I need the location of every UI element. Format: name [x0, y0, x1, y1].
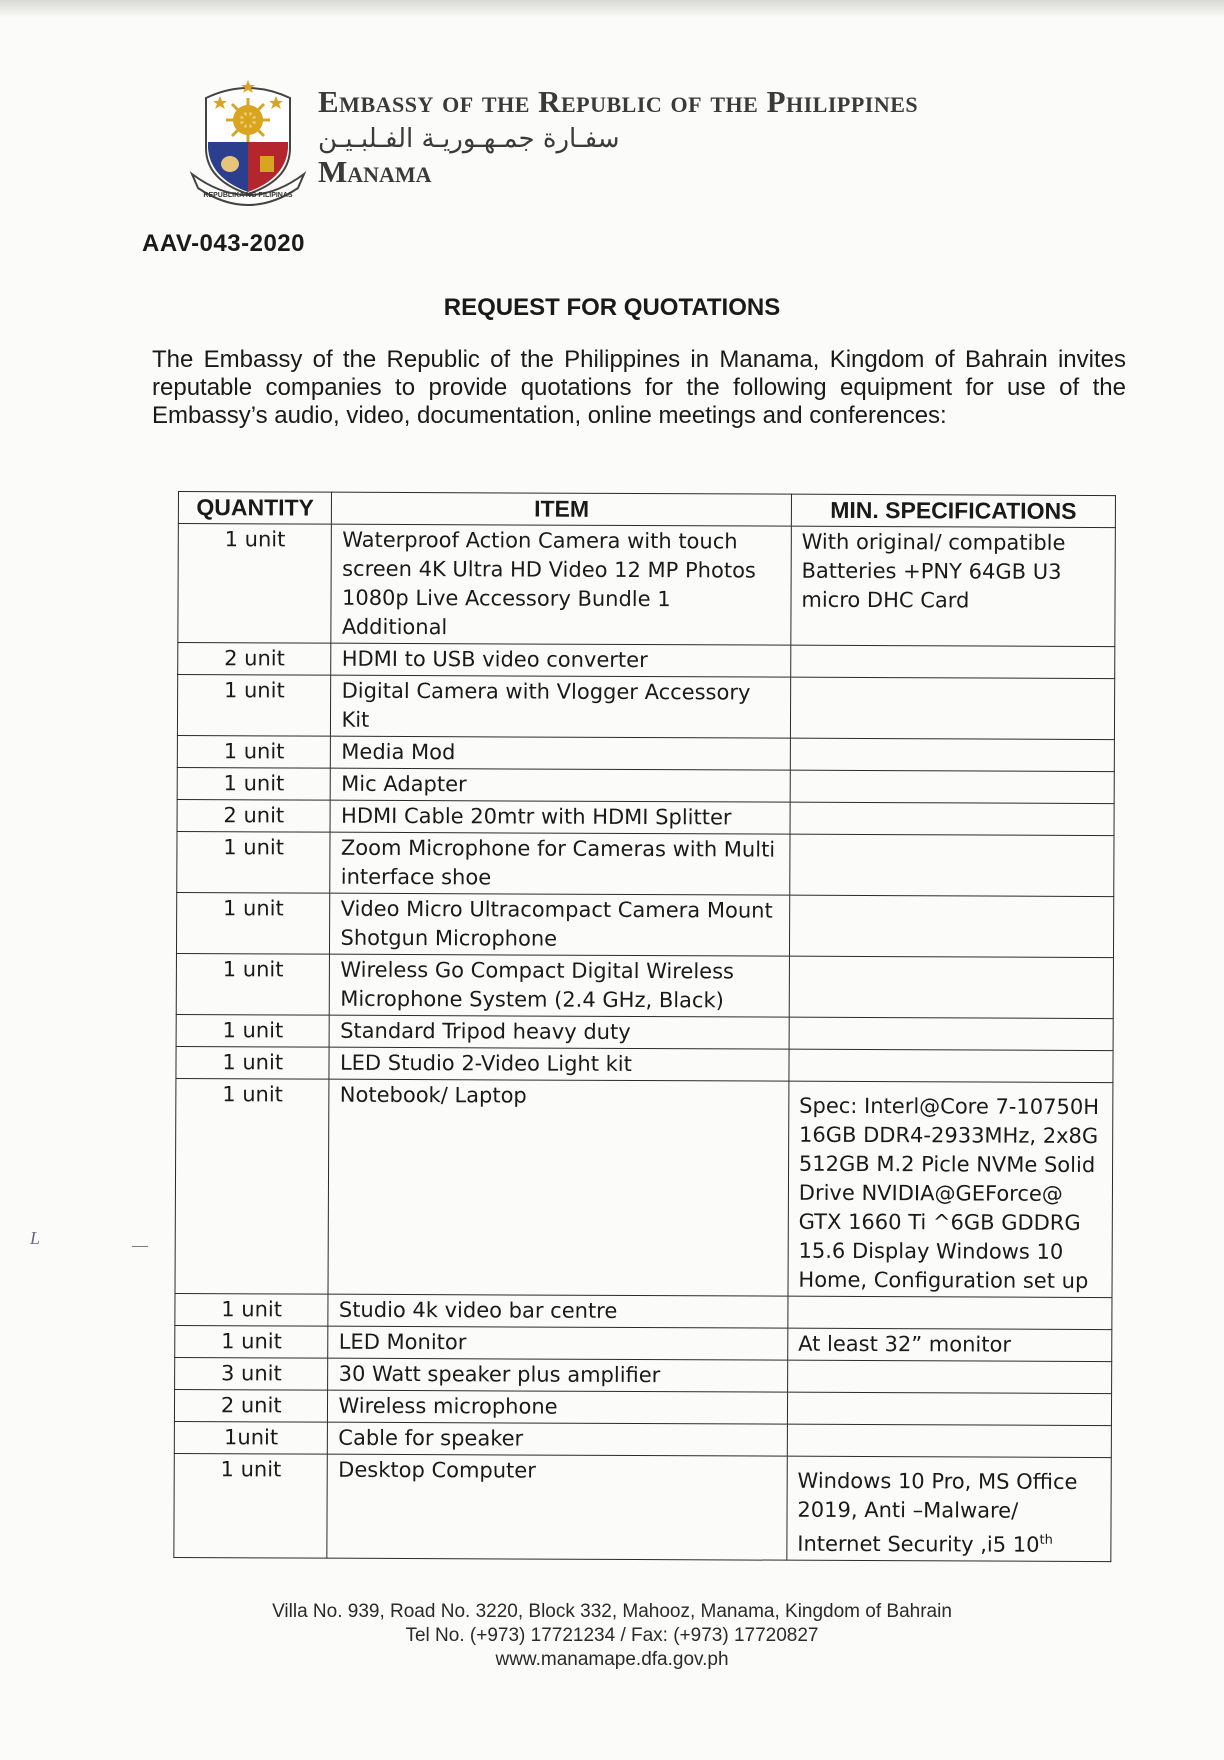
quantity-cell: 1 unit [174, 1453, 328, 1558]
quantity-cell: 1 unit [177, 767, 331, 800]
item-cell: Cable for speaker [328, 1422, 788, 1456]
ordinal-suffix: th [1039, 1532, 1053, 1548]
spec-cell [791, 645, 1115, 678]
letterhead [318, 84, 918, 190]
footer-website: www.manamape.dfa.gov.ph [495, 1649, 729, 1670]
table-row [175, 1357, 1112, 1393]
spec-cell [789, 956, 1113, 1018]
reference-number: AAV-043-2020 [142, 230, 305, 257]
spec-cell [787, 1360, 1111, 1393]
header-min-specifications: MIN. SPECIFICATIONS [791, 494, 1115, 527]
spec-cell [788, 1296, 1112, 1329]
table-row [174, 1389, 1111, 1425]
embassy-name: Embassy of the Republic of the Philippines [318, 84, 919, 119]
table-row [177, 831, 1114, 896]
table-body [174, 524, 1116, 1562]
quantity-cell: 3 unit [175, 1357, 329, 1390]
header-item: ITEM [332, 492, 792, 526]
table-row [177, 799, 1114, 835]
item-cell: Notebook/ Laptop [328, 1079, 788, 1296]
item-cell: Video Micro Ultracompact Camera Mount Shotgun Microphone [330, 893, 790, 956]
scan-edge-shadow [0, 0, 1224, 18]
table-header-row [178, 492, 1115, 528]
quantity-cell: 1 unit [177, 675, 331, 737]
item-cell: 30 Watt speaker plus amplifier [328, 1358, 788, 1392]
table-row [175, 1293, 1112, 1329]
spec-cell [787, 1392, 1111, 1425]
spec-cell [790, 802, 1114, 835]
quantity-cell: 2 unit [174, 1389, 328, 1422]
item-cell: HDMI to USB video converter [331, 643, 791, 677]
table-row [177, 675, 1114, 740]
spec-cell [789, 1049, 1113, 1082]
footer [0, 1600, 1224, 1672]
quantity-cell: 1 unit [176, 953, 330, 1015]
table-row [175, 1325, 1112, 1361]
spec-cell [787, 1424, 1111, 1457]
table-row [178, 524, 1116, 647]
table-row [174, 1453, 1111, 1561]
item-cell: Zoom Microphone for Cameras with Multi interface shoe [330, 832, 790, 895]
footer-address: Villa No. 939, Road No. 3220, Block 332, Mahooz, Manama, Kingdom of Bahrain [272, 1601, 952, 1622]
table-row [176, 953, 1113, 1018]
quantity-cell: 1 unit [175, 1293, 329, 1326]
spec-cell: At least 32” monitor [788, 1328, 1112, 1361]
item-cell: Standard Tripod heavy duty [330, 1015, 790, 1049]
quantity-cell: 1unit [174, 1421, 328, 1454]
table-row [176, 1014, 1113, 1050]
table-row [177, 735, 1114, 771]
svg-text:REPUBLIKA NG PILIPINAS: REPUBLIKA NG PILIPINAS [203, 192, 293, 199]
table-row [177, 767, 1114, 803]
item-cell: Desktop Computer [327, 1454, 787, 1560]
item-cell: LED Studio 2-Video Light kit [329, 1047, 789, 1081]
quantity-cell: 1 unit [176, 892, 330, 954]
quantity-cell: 1 unit [175, 1078, 329, 1294]
item-cell: LED Monitor [328, 1326, 788, 1360]
spec-cell: Spec: Interl@Core 7-10750H 16GB DDR4-2933MHz, 2x8G 512GB M.2 Picle NVMe Solid Drive NVIDIA@GEForce@ GTX 1660 Ti ^6GB GDDRG 15.6 Display Windows 10 Home, Configuration set up [788, 1081, 1113, 1297]
embassy-city: Manama [318, 154, 432, 189]
spec-cell: With original/ compatible Batteries +PNY 64GB U3 micro DHC Card [791, 526, 1116, 646]
spec-cell [789, 1017, 1113, 1050]
item-cell: Media Mod [331, 736, 791, 770]
item-cell: Wireless Go Compact Digital Wireless Microphone System (2.4 GHz, Black) [330, 954, 790, 1017]
document-title: REQUEST FOR QUOTATIONS [443, 294, 781, 321]
spec-cell [789, 895, 1113, 957]
philippine-seal-icon [186, 76, 310, 208]
spec-cell: Windows 10 Pro, MS Office 2019, Anti –Malware/ Internet Security ,i5 10th [787, 1456, 1112, 1561]
table-row [178, 643, 1115, 679]
quantity-cell: 1 unit [177, 831, 331, 893]
spec-cell [790, 770, 1114, 803]
margin-mark: L [30, 1228, 41, 1248]
quantity-cell: 2 unit [178, 643, 332, 676]
item-cell: Mic Adapter [331, 768, 791, 802]
footer-phone: Tel No. (+973) 17721234 / Fax: (+973) 17720827 [405, 1625, 819, 1646]
quantity-cell: 2 unit [177, 799, 331, 832]
header-quantity: QUANTITY [178, 492, 332, 525]
quantity-cell: 1 unit [176, 1014, 330, 1047]
quantity-cell: 1 unit [176, 1046, 330, 1079]
item-cell: Wireless microphone [328, 1390, 788, 1424]
spec-cell [790, 738, 1114, 771]
table-row [176, 1046, 1113, 1082]
margin-dash [132, 1246, 148, 1247]
equipment-table [173, 491, 1116, 1562]
item-cell: Studio 4k video bar centre [328, 1294, 788, 1328]
quantity-cell: 1 unit [178, 524, 332, 644]
item-cell: Waterproof Action Camera with touch screen 4K Ultra HD Video 12 MP Photos 1080p Live Accessory Bundle 1 Additional [331, 524, 791, 645]
quantity-cell: 1 unit [177, 735, 331, 768]
intro-paragraph: The Embassy of the Republic of the Philippines in Manama, Kingdom of Bahrain invites reputable companies to provide quotations for the following equipment for use of the Embassy’s audio, video, documentation, online meetings and conferences: [152, 346, 1126, 429]
quantity-cell: 1 unit [175, 1325, 329, 1358]
table-row [176, 892, 1113, 957]
item-cell: HDMI Cable 20mtr with HDMI Splitter [330, 800, 790, 834]
table-row [174, 1421, 1111, 1457]
spec-cell [790, 834, 1114, 896]
embassy-name-arabic: سفـارة جمـهـوريـة الفـلبـيـن [318, 124, 620, 154]
spec-cell [790, 677, 1114, 739]
table-row [175, 1078, 1113, 1297]
item-cell: Digital Camera with Vlogger Accessory Kit [331, 675, 791, 738]
